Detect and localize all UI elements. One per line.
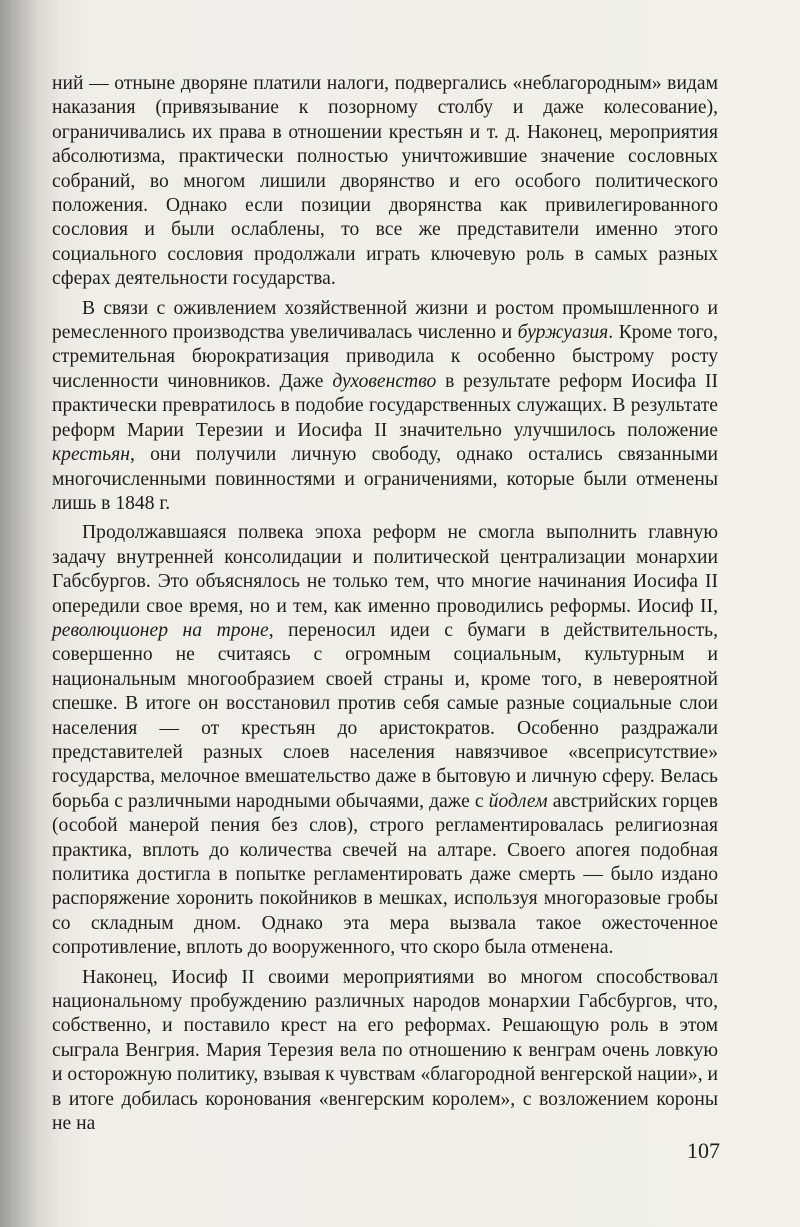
paragraph-1 [52, 72, 718, 292]
text-segment: ний — отныне дворяне платили налоги, подвергались «неблагородным» видам наказания (привязывание к позорному столбу и даже колесование), ограничивались их права в отношении крестьян и т. д. Наконец, мероприятия абсолютизма, практически полностью уничтожившие значение сословных собраний, во многом лишили дворянство и его особого политического положения. Однако если позиции дворянства как привилегированного сословия и были ослаблены, то все же представители именно этого социального сословия продолжали играть ключевую роль в самых разных сферах деятельности государства. [52, 73, 718, 290]
text-segment: австрийских горцев (особой манерой пения без слов), строго регламентировалась религиозная практика, вплоть до количества свечей на алтаре. Своего апогея подобная политика достигла в попытке регламентировать даже смерть — было издано распоряжение хоронить покойников в мешках, используя многоразовые гробы со складным дном. Однако эта мера вызвала такое ожесточенное сопротивление, вплоть до вооруженного, что скоро была отменена. [52, 790, 718, 959]
body-text [52, 72, 718, 1136]
italic-term: крестьян [52, 444, 130, 466]
text-segment: в результате реформ Иосифа II практически превратилось в подобие государственных служащих. В результате реформ Марии Терезии и Иосифа II значительно улучшилось положение [52, 370, 718, 441]
italic-term: йодлем [488, 790, 548, 812]
text-segment: Продолжавшаяся полвека эпоха реформ не смогла выполнить главную задачу внутренней консолидации и политической централизации монархии Габсбургов. Это объяснялось не только тем, что многие начинания Иосифа II опередили свое время, но и тем, как именно проводились реформы. Иосиф II, [52, 522, 718, 617]
italic-term: революционер на троне [52, 619, 269, 641]
italic-term: буржуазия [517, 322, 609, 344]
italic-term: духовенство [332, 370, 437, 392]
text-segment: , они получили личную свободу, однако остались связанными многочисленными повинностями и ограничениями, которые были отменены лишь в 1848 г. [52, 444, 718, 514]
paragraph-3 [52, 521, 718, 960]
text-segment: . Кроме того, стремительная бюрократизация приводила к особенно быстрому росту численности чиновников. Даже [52, 322, 718, 392]
page-number: 107 [687, 1138, 720, 1163]
text-segment: Наконец, Иосиф II своими мероприятиями во многом способствовал национальному пробуждению различных народов монархии Габсбургов, что, собственно, и поставило крест на его реформах. Решающую роль в этом сыграла Венгрия. Мария Терезия вела по отношению к венграм очень ловкую и осторожную политику, взывая к чувствам «благородной венгерской нации», и в итоге добилась коронования «венгерским королем», с возложением короны не на [52, 966, 718, 1135]
paragraph-2 [52, 297, 718, 517]
paragraph-4 [52, 966, 718, 1137]
text-segment: , переносил идеи с бумаги в действительность, совершенно не считаясь с огромным социальным, культурным и национальным многообразием своей страны и, кроме того, в невероятной спешке. В итоге он восстановил против себя самые разные социальные слои населения — от крестьян до аристократов. Особенно раздражали представителей разных слоев населения навязчивое «всеприсутствие» государства, мелочное вмешательство даже в бытовую и личную сферу. Велась борьба с различными народными обычаями, даже с [52, 619, 718, 812]
text-segment: В связи с оживлением хозяйственной жизни и ростом промышленного и ремесленного производства увеличивалась численно и [52, 297, 718, 344]
